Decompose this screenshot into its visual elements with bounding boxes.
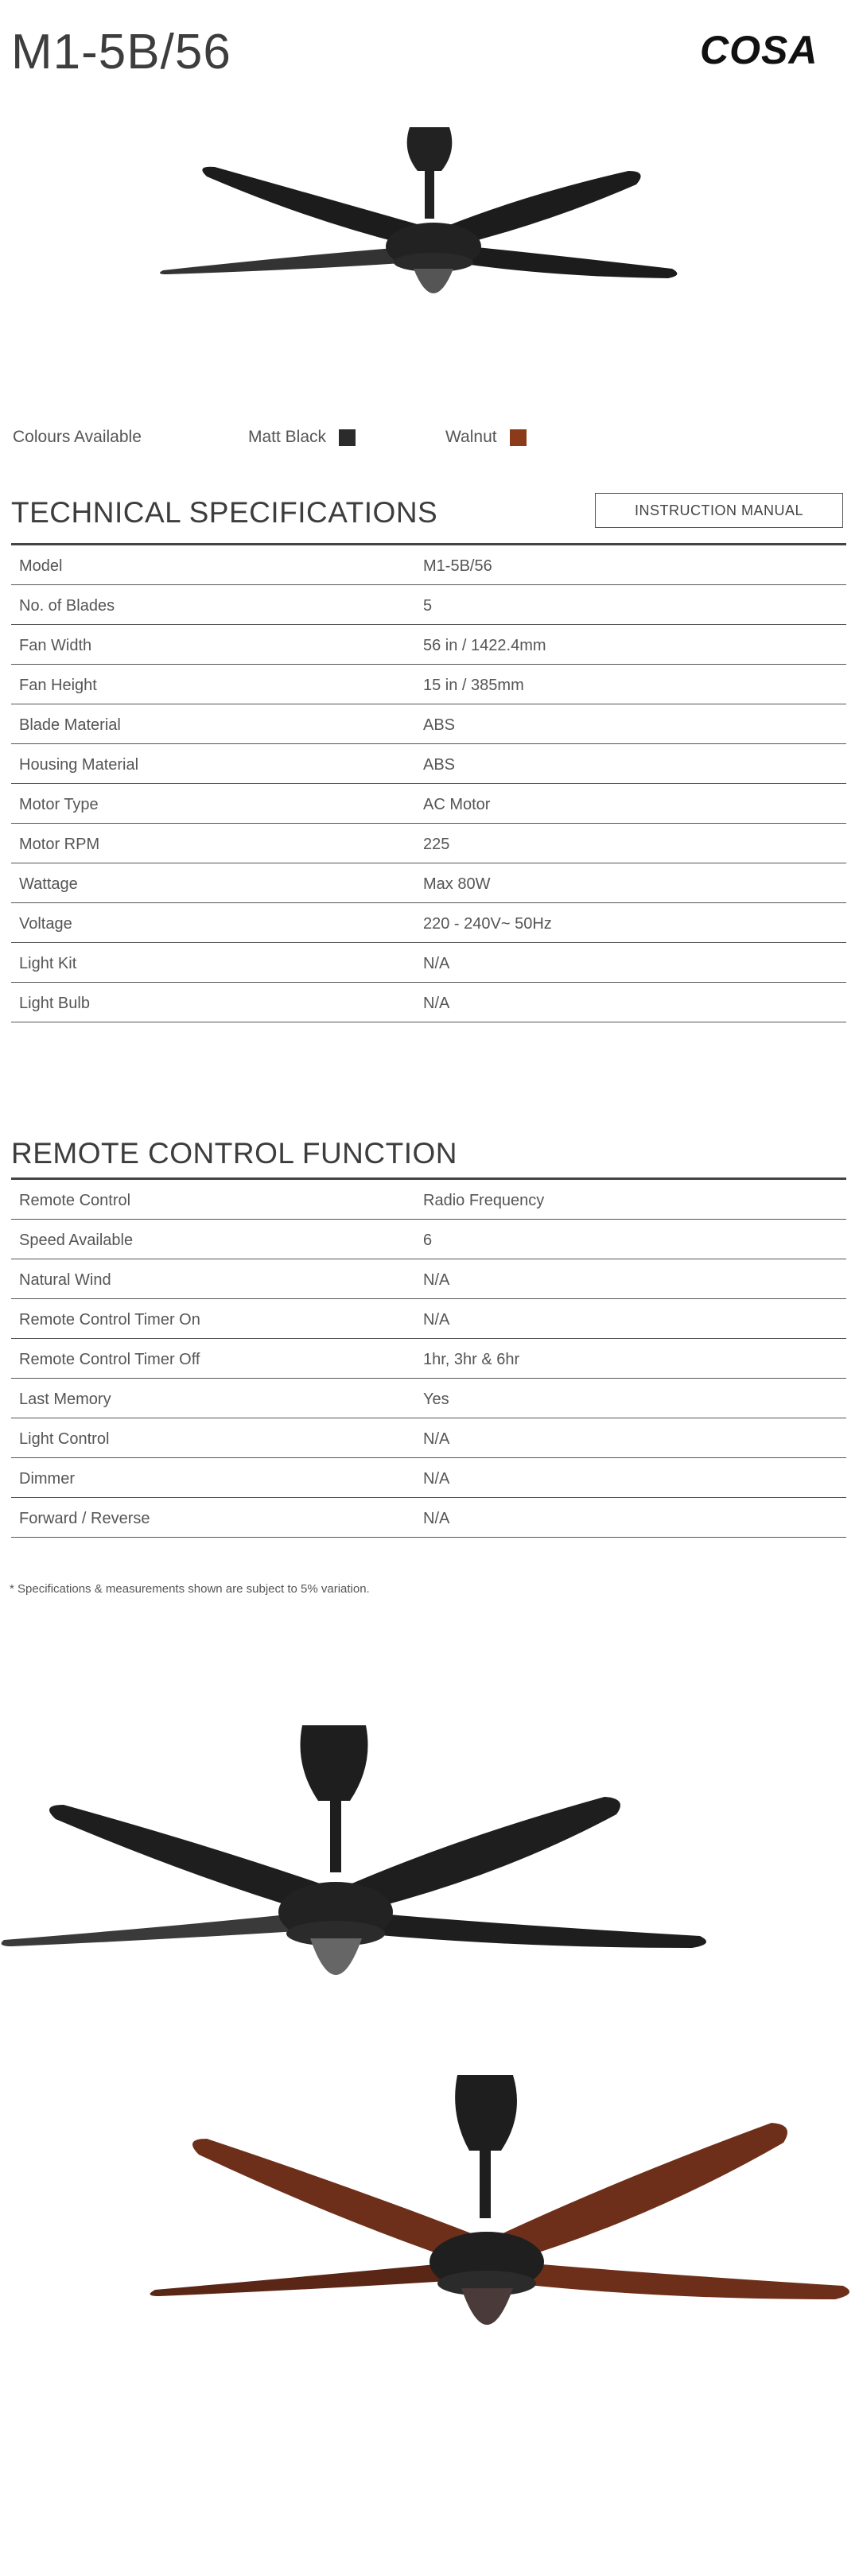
row-label: Fan Width — [19, 637, 92, 654]
row-value: 225 — [423, 836, 450, 853]
remote-control-function-title: REMOTE CONTROL FUNCTION — [11, 1137, 458, 1170]
table-row — [11, 1339, 846, 1379]
row-label: Remote Control — [19, 1192, 131, 1209]
table-row — [11, 943, 846, 983]
technical-specifications-table — [11, 543, 846, 1022]
row-value: 56 in / 1422.4mm — [423, 637, 546, 654]
row-value: N/A — [423, 1510, 450, 1527]
colours-label: Colours Available — [13, 428, 142, 446]
table-row — [11, 1379, 846, 1418]
page-title: M1-5B/56 — [11, 25, 231, 80]
row-label: Voltage — [19, 915, 72, 933]
table-row — [11, 1418, 846, 1458]
row-value: M1-5B/56 — [423, 557, 492, 575]
row-label: Fan Height — [19, 677, 97, 694]
technical-specifications-title: TECHNICAL SPECIFICATIONS — [11, 496, 438, 529]
row-value: N/A — [423, 1271, 450, 1289]
row-label: Blade Material — [19, 716, 121, 734]
row-value: N/A — [423, 1311, 450, 1329]
colour-name: Walnut — [445, 428, 497, 446]
table-row — [11, 983, 846, 1022]
row-label: Light Bulb — [19, 995, 90, 1012]
table-row — [11, 545, 846, 585]
table-row — [11, 863, 846, 903]
row-label: Motor Type — [19, 796, 99, 813]
colour-swatch — [339, 429, 356, 446]
ceiling-fan-black-icon — [160, 127, 677, 293]
ceiling-fan-black-icon — [2, 1725, 706, 1975]
row-label: Remote Control Timer On — [19, 1311, 200, 1329]
colour-option-walnut[interactable] — [445, 428, 527, 447]
row-label: Dimmer — [19, 1470, 75, 1488]
row-label: Last Memory — [19, 1391, 111, 1408]
row-value: 15 in / 385mm — [423, 677, 524, 694]
table-row — [11, 784, 846, 824]
brand-logo[interactable]: COSA — [700, 28, 818, 72]
table-row — [11, 1498, 846, 1538]
table-row — [11, 1458, 846, 1498]
row-value: 1hr, 3hr & 6hr — [423, 1351, 520, 1368]
table-row — [11, 1220, 846, 1259]
table-row — [11, 1299, 846, 1339]
table-row — [11, 1259, 846, 1299]
instruction-manual-button[interactable]: INSTRUCTION MANUAL — [595, 493, 843, 528]
colours-available — [13, 421, 848, 453]
row-label: Forward / Reverse — [19, 1510, 150, 1527]
row-label: Natural Wind — [19, 1271, 111, 1289]
row-value: Max 80W — [423, 875, 491, 893]
row-value: 220 - 240V~ 50Hz — [423, 915, 552, 933]
row-label: Light Kit — [19, 955, 77, 972]
footnote: * Specifications & measurements shown are subject to 5% variation. — [10, 1582, 370, 1596]
table-row — [11, 1180, 846, 1220]
ceiling-fan-walnut-icon — [150, 2075, 849, 2325]
row-label: Speed Available — [19, 1232, 134, 1249]
colour-name: Matt Black — [248, 428, 327, 446]
row-value: N/A — [423, 955, 450, 972]
row-value: Radio Frequency — [423, 1192, 545, 1209]
row-value: N/A — [423, 995, 450, 1012]
colour-swatch — [510, 429, 527, 446]
fan-lifestyle-walnut-image — [143, 2075, 859, 2345]
table-row — [11, 744, 846, 784]
fan-lifestyle-black-image — [0, 1725, 716, 1996]
table-row — [11, 903, 846, 943]
row-label: No. of Blades — [19, 597, 115, 615]
table-row — [11, 585, 846, 625]
row-label: Wattage — [19, 875, 78, 893]
row-value: ABS — [423, 716, 456, 734]
row-value: N/A — [423, 1470, 450, 1488]
row-value: 5 — [423, 597, 433, 615]
row-value: N/A — [423, 1430, 450, 1448]
row-label: Remote Control Timer Off — [19, 1351, 200, 1368]
fan-hero-image — [151, 127, 708, 350]
table-row — [11, 665, 846, 704]
row-label: Light Control — [19, 1430, 110, 1448]
row-label: Model — [19, 557, 63, 575]
row-value: 6 — [423, 1232, 433, 1249]
colour-option-matt-black[interactable] — [248, 428, 356, 447]
row-label: Housing Material — [19, 756, 139, 774]
table-row — [11, 625, 846, 665]
remote-control-table — [11, 1177, 846, 1538]
row-value: ABS — [423, 756, 456, 774]
table-row — [11, 704, 846, 744]
row-value: AC Motor — [423, 796, 491, 813]
row-label: Motor RPM — [19, 836, 100, 853]
table-row — [11, 824, 846, 863]
row-value: Yes — [423, 1391, 449, 1408]
